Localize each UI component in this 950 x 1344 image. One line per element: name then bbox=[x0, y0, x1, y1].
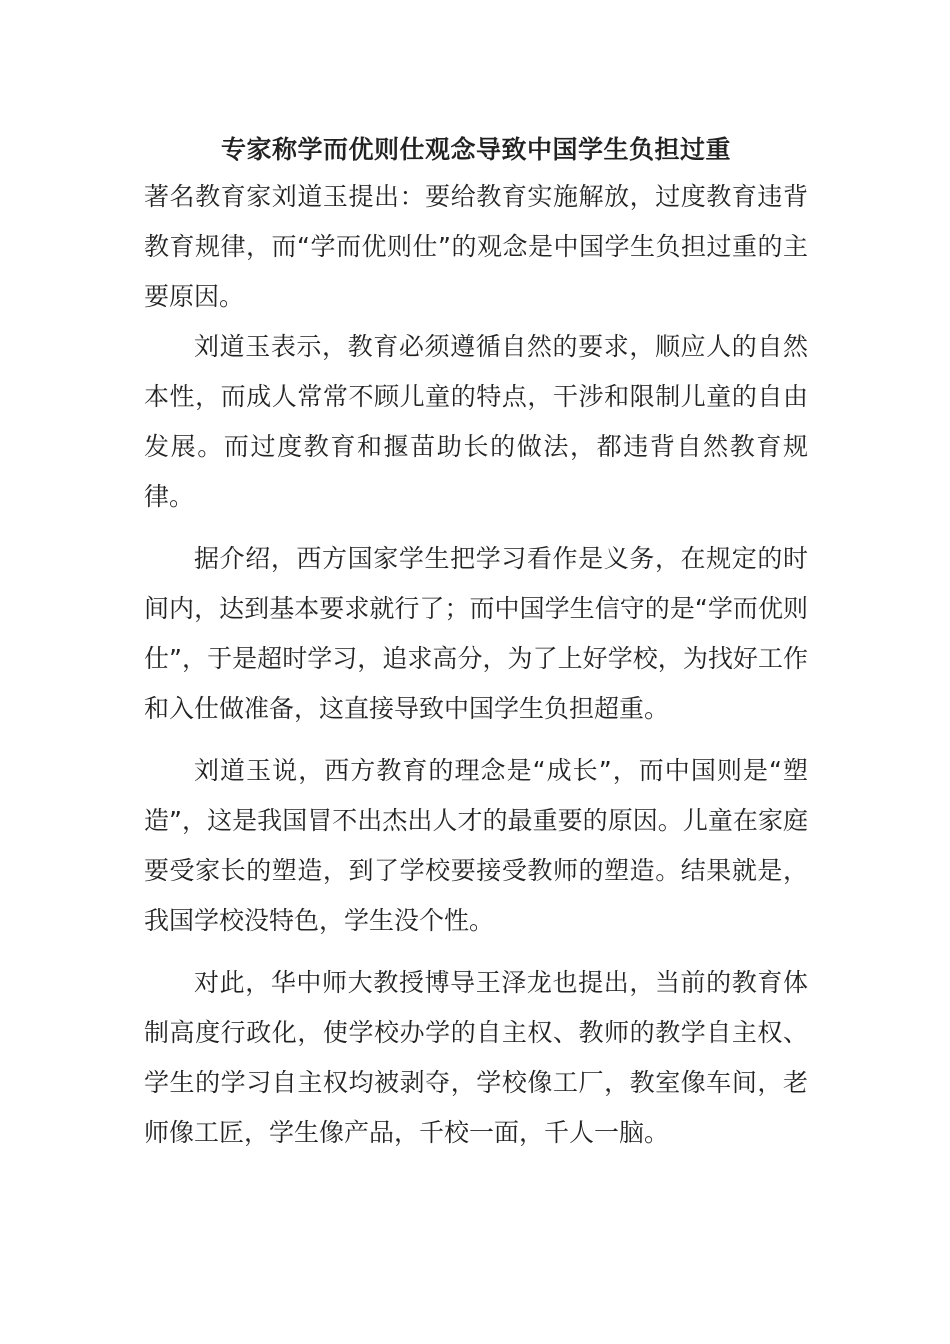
paragraph-5: 对此，华中师大教授博导王泽龙也提出，当前的教育体制高度行政化，使学校办学的自主权、教师的教学自主权、学生的学习自主权均被剥夺，学校像工厂，教室像车间，老师像工匠，学生像产品，千校一面，千人一脑。 bbox=[144, 968, 808, 1147]
paragraph-2: 刘道玉表示，教育必须遵循自然的要求，顺应人的自然本性，而成人常常不顾儿童的特点，干涉和限制儿童的自由发展。而过度教育和揠苗助长的做法，都违背自然教育规律。 bbox=[144, 332, 808, 511]
document-title: 专家称学而优则仕观念导致中国学生负担过重 bbox=[220, 135, 731, 164]
document-page bbox=[144, 128, 808, 1158]
paragraph-4: 刘道玉说，西方教育的理念是“成长”，而中国则是“塑造”，这是我国冒不出杰出人才的最重要的原因。儿童在家庭要受家长的塑造，到了学校要接受教师的塑造。结果就是，我国学校没特色，学生没个性。 bbox=[144, 756, 808, 935]
paragraph-1: 著名教育家刘道玉提出：要给教育实施解放，过度教育违背教育规律，而“学而优则仕”的观念是中国学生负担过重的主要原因。 bbox=[144, 182, 808, 311]
paragraph-3: 据介绍，西方国家学生把学习看作是义务，在规定的时间内，达到基本要求就行了；而中国学生信守的是“学而优则仕”，于是超时学习，追求高分，为了上好学校，为找好工作和入仕做准备，这直接导致中国学生负担超重。 bbox=[144, 544, 808, 723]
